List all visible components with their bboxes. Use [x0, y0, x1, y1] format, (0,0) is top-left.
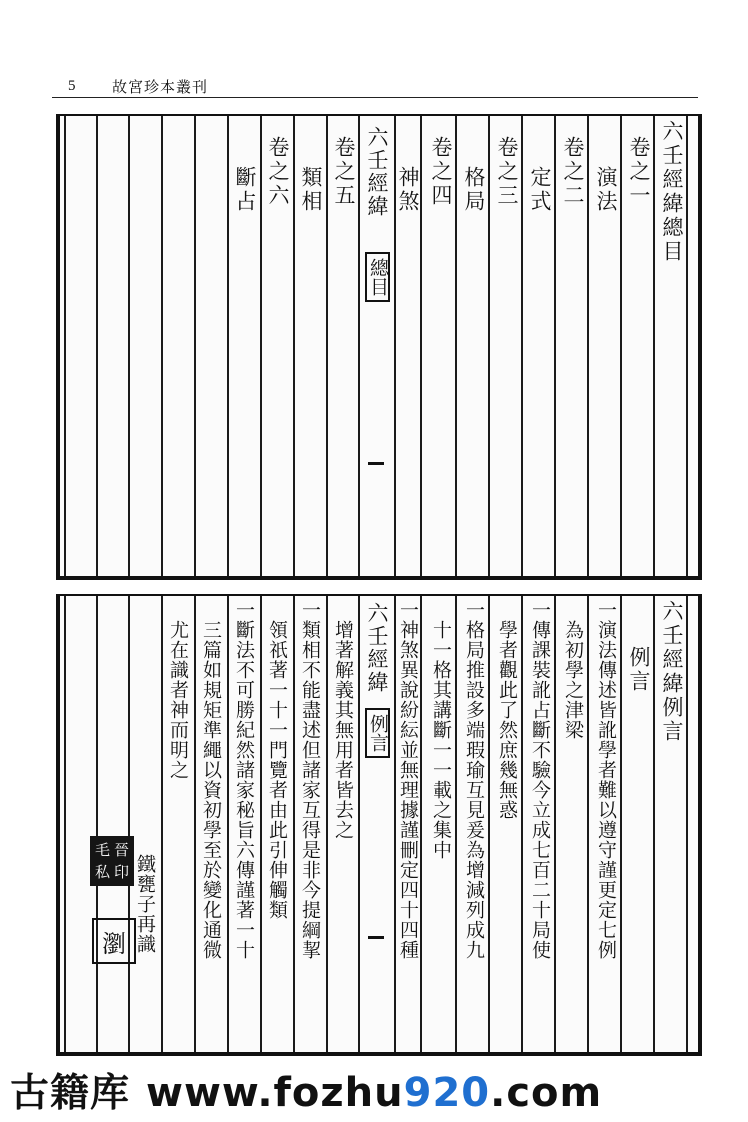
column-rule [455, 116, 457, 576]
column-rule [488, 596, 490, 1052]
toc-entry-subject: 格局 [462, 166, 486, 214]
preface-line: 一傳課裝訛占斷不驗今立成七百二十局使 [529, 600, 551, 960]
fold-section-box: 總目 [365, 252, 390, 302]
column-rule [128, 596, 130, 1052]
preface-line: 一演法傳述皆訛學者難以遵守謹更定七例 [595, 600, 617, 960]
preface-line: 一斷法不可勝紀然諸家秘旨六傳謹著一十 [233, 600, 255, 960]
series-title: 故宮珍本叢刊 [112, 78, 209, 96]
column-rule [260, 596, 262, 1052]
header-rule [52, 97, 698, 98]
watermark-url-prefix: www.fozhu [146, 1070, 404, 1116]
toc-entry-volume: 卷之三 [495, 136, 519, 208]
column-rule [420, 116, 422, 576]
toc-entry-volume: 卷之五 [332, 136, 356, 208]
column-rule [587, 596, 589, 1052]
column-rule [64, 596, 66, 1052]
column-rule [521, 116, 523, 576]
column-rule [358, 116, 360, 576]
column-rule [293, 116, 295, 576]
column-rule [161, 596, 163, 1052]
toc-entry-subject: 神煞 [396, 166, 420, 214]
toc-entry-subject: 演法 [594, 166, 618, 214]
column-rule [587, 116, 589, 576]
preface-title: 六壬經緯例言 [660, 600, 684, 744]
toc-entry-subject: 斷占 [233, 166, 257, 214]
column-rule [227, 596, 229, 1052]
column-rule [686, 596, 688, 1052]
column-rule [161, 116, 163, 576]
toc-entry-volume: 卷之二 [561, 136, 585, 208]
column-rule [488, 116, 490, 576]
fold-title: 六壬經緯 [365, 602, 389, 694]
collector-seal [90, 836, 134, 886]
preface-line: 一格局推設多端瑕瑜互見爰為增減列成九 [463, 600, 485, 960]
column-rule [227, 116, 229, 576]
column-rule [260, 116, 262, 576]
column-rule [326, 116, 328, 576]
seal-glyph: 毛 [94, 840, 110, 859]
top-page-panel [56, 114, 702, 580]
column-rule [194, 116, 196, 576]
column-rule [620, 596, 622, 1052]
column-rule [554, 116, 556, 576]
watermark-url-suffix: .com [490, 1070, 603, 1116]
site-watermark [10, 1062, 602, 1118]
toc-entry-volume: 卷之一 [627, 136, 651, 208]
toc-entry-volume: 卷之六 [266, 136, 290, 208]
toc-title: 六壬經緯總目 [660, 120, 684, 264]
preface-line: 尤在識者神而明之 [167, 620, 189, 780]
secondary-seal: 瀏 [92, 918, 136, 964]
preface-line: 學者觀此了然庶幾無惑 [496, 620, 518, 820]
fold-title: 六壬經緯 [365, 126, 389, 218]
toc-entry-subject: 類相 [299, 166, 323, 214]
column-rule [620, 116, 622, 576]
fold-mark [368, 462, 384, 465]
preface-line: 三篇如規矩準繩以資初學至於變化通微 [200, 620, 222, 960]
preface-heading: 例言 [627, 646, 651, 694]
watermark-url-number: 920 [403, 1070, 491, 1116]
column-rule [653, 596, 655, 1052]
seal-glyph: 私 [94, 862, 110, 881]
watermark-brand: 古籍库 [10, 1071, 131, 1116]
column-rule [653, 116, 655, 576]
column-rule [96, 116, 98, 576]
bottom-page-panel [56, 594, 702, 1056]
page-number: 5 [68, 78, 76, 94]
column-rule [194, 596, 196, 1052]
toc-entry-subject: 定式 [528, 166, 552, 214]
preface-line: 為初學之津梁 [562, 620, 584, 740]
signature: 鐵甕子再識 [134, 854, 156, 954]
preface-line: 增著解義其無用者皆去之 [332, 620, 354, 840]
preface-line: 領祇著一十一門覽者由此引伸觸類 [266, 620, 288, 920]
column-rule [521, 596, 523, 1052]
column-rule [128, 116, 130, 576]
column-rule [554, 596, 556, 1052]
seal-glyph: 印 [113, 862, 129, 881]
column-rule [96, 596, 98, 1052]
column-rule [326, 596, 328, 1052]
fold-mark [368, 936, 384, 939]
column-rule [293, 596, 295, 1052]
seal-glyph: 晉 [113, 840, 129, 859]
column-rule [420, 596, 422, 1052]
column-rule [64, 116, 66, 576]
fold-section-box: 例言 [365, 708, 390, 758]
column-rule [686, 116, 688, 576]
column-rule [455, 596, 457, 1052]
preface-line: 一類相不能盡述但諸家互得是非今提綱挈 [299, 600, 321, 960]
preface-line: 十一格其講斷一一載之集中 [430, 620, 452, 860]
column-rule [394, 596, 396, 1052]
preface-line: 一神煞異說紛紜並無理據謹刪定四十四種 [397, 600, 419, 960]
column-rule [358, 596, 360, 1052]
toc-entry-volume: 卷之四 [429, 136, 453, 208]
